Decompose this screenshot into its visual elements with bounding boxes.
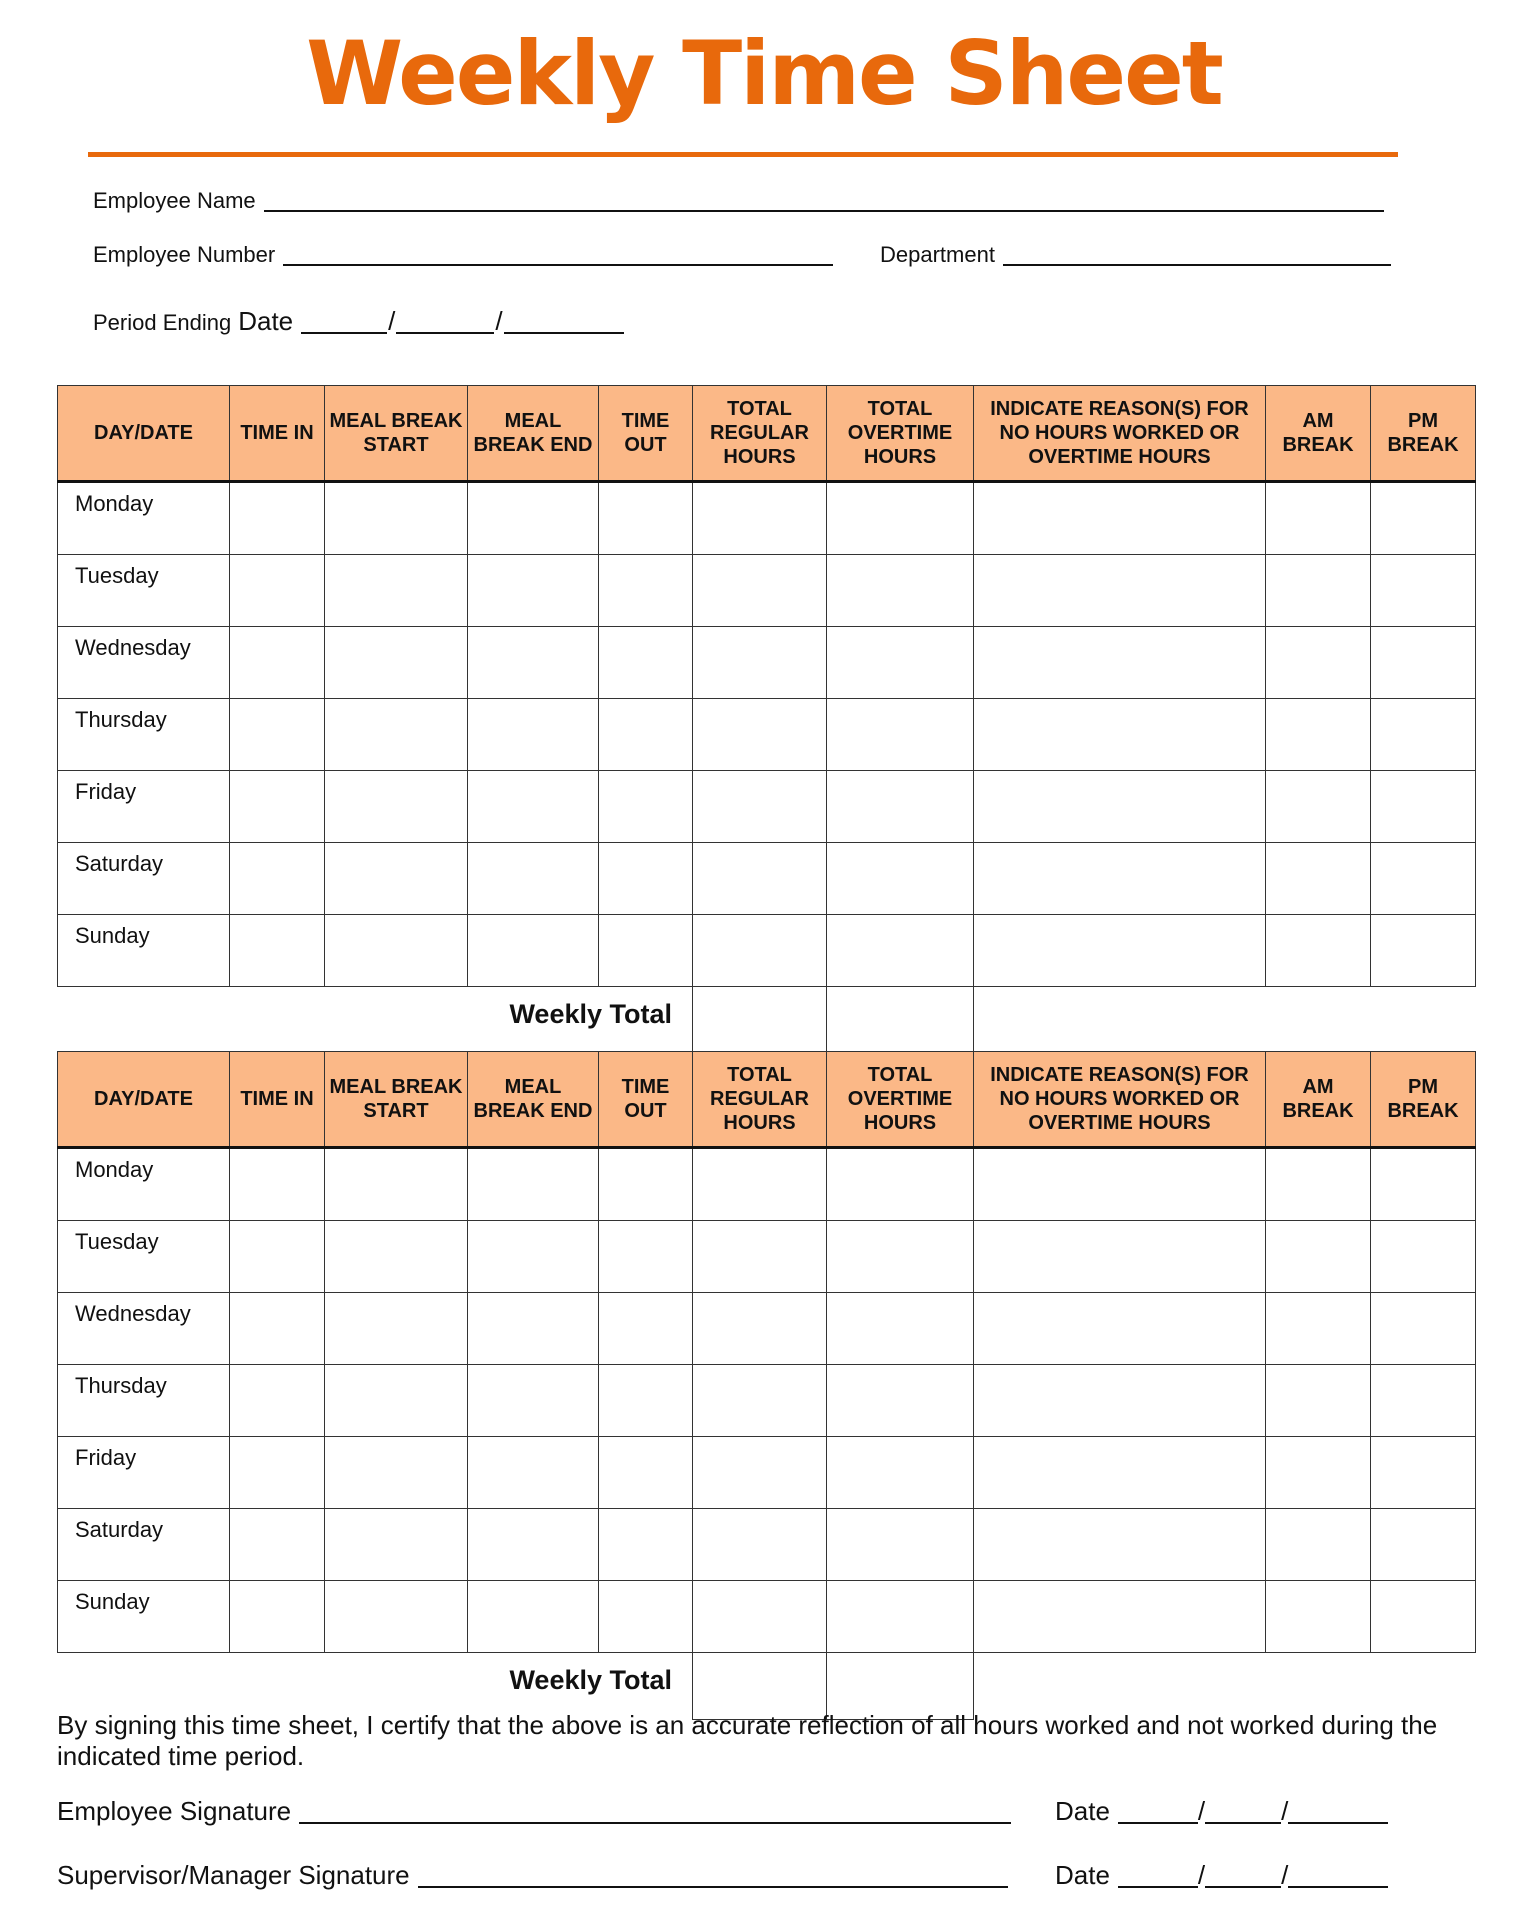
employee-date-label: Date — [1055, 1796, 1110, 1826]
time-in-cell[interactable] — [230, 1148, 325, 1221]
pm-break-cell[interactable] — [1371, 771, 1476, 843]
table-row — [58, 1293, 1476, 1365]
supervisor-signature-row — [57, 1862, 1008, 1888]
total-overtime-hours-cell[interactable] — [827, 1221, 974, 1293]
time-out-cell[interactable] — [599, 1365, 693, 1437]
total-regular-hours-cell[interactable] — [693, 915, 827, 987]
table-row — [58, 915, 1476, 987]
time-in-cell[interactable] — [230, 1293, 325, 1365]
time-out-cell[interactable] — [599, 1581, 693, 1653]
total-overtime-hours-cell[interactable] — [827, 482, 974, 555]
am-break-cell[interactable] — [1266, 1293, 1371, 1365]
total-overtime-hours-cell[interactable] — [827, 627, 974, 699]
am-break-cell[interactable] — [1266, 1437, 1371, 1509]
table-row — [58, 1221, 1476, 1293]
day-label: Monday — [58, 1148, 230, 1221]
am-break-cell[interactable] — [1266, 627, 1371, 699]
pm-break-cell[interactable] — [1371, 915, 1476, 987]
table-row — [58, 1365, 1476, 1437]
column-header-meal-break-start: MEAL BREAK START — [325, 386, 468, 482]
period-ending-row — [93, 308, 624, 334]
total-regular-hours-cell[interactable] — [693, 771, 827, 843]
column-header-total-overtime-hours: TOTAL OVERTIME HOURS — [827, 386, 974, 482]
column-header-reason: INDICATE REASON(S) FOR NO HOURS WORKED OR OVERTIME HOURS — [974, 386, 1266, 482]
am-break-cell[interactable] — [1266, 555, 1371, 627]
total-regular-hours-cell[interactable] — [693, 699, 827, 771]
time-out-cell[interactable] — [599, 1293, 693, 1365]
table-row — [58, 699, 1476, 771]
department-field[interactable] — [1003, 244, 1391, 266]
pm-break-cell[interactable] — [1371, 1581, 1476, 1653]
meal-break-start-cell[interactable] — [325, 699, 468, 771]
supervisor-signature-label: Supervisor/Manager Signature — [57, 1860, 410, 1890]
time-out-cell[interactable] — [599, 627, 693, 699]
time-in-cell[interactable] — [230, 482, 325, 555]
time-out-cell[interactable] — [599, 1437, 693, 1509]
time-out-cell[interactable] — [599, 1509, 693, 1581]
pm-break-cell[interactable] — [1371, 627, 1476, 699]
time-in-cell[interactable] — [230, 1365, 325, 1437]
meal-break-end-cell[interactable] — [468, 1293, 599, 1365]
timesheet-table-week-1 — [57, 385, 1476, 1054]
total-overtime-hours-cell[interactable] — [827, 1293, 974, 1365]
time-in-cell[interactable] — [230, 1581, 325, 1653]
total-regular-hours-cell[interactable] — [693, 1148, 827, 1221]
total-regular-hours-cell[interactable] — [693, 1509, 827, 1581]
employee-date-year-field[interactable] — [1288, 1798, 1388, 1824]
pm-break-cell[interactable] — [1371, 1293, 1476, 1365]
reason-cell[interactable] — [974, 627, 1266, 699]
total-regular-hours-cell[interactable] — [693, 1293, 827, 1365]
day-label: Monday — [58, 482, 230, 555]
date-slash: / — [1197, 1860, 1206, 1890]
page-title: Weekly Time Sheet — [306, 22, 1222, 125]
day-label: Wednesday — [58, 627, 230, 699]
period-month-field[interactable] — [301, 312, 387, 334]
meal-break-start-cell[interactable] — [325, 1437, 468, 1509]
weekly-total-label: Weekly Total — [58, 1653, 693, 1720]
day-label: Wednesday — [58, 1293, 230, 1365]
meal-break-end-cell[interactable] — [468, 771, 599, 843]
total-overtime-hours-cell[interactable] — [827, 699, 974, 771]
day-label: Sunday — [58, 915, 230, 987]
table-row — [58, 843, 1476, 915]
time-in-cell[interactable] — [230, 1221, 325, 1293]
time-in-cell[interactable] — [230, 555, 325, 627]
weekly-total-overtime-hours-cell[interactable] — [827, 987, 974, 1054]
employee-number-field[interactable] — [283, 244, 833, 266]
employee-date-row — [1055, 1798, 1388, 1824]
table-header-row — [58, 386, 1476, 482]
total-regular-hours-cell[interactable] — [693, 627, 827, 699]
table-header-row — [58, 1052, 1476, 1148]
title-divider — [88, 152, 1398, 157]
column-header-total-regular-hours: TOTAL REGULAR HOURS — [693, 386, 827, 482]
meal-break-end-cell[interactable] — [468, 699, 599, 771]
reason-cell[interactable] — [974, 1221, 1266, 1293]
meal-break-start-cell[interactable] — [325, 482, 468, 555]
employee-name-field[interactable] — [264, 190, 1384, 212]
column-header-time-out: TIME OUT — [599, 1052, 693, 1148]
period-ending-label: Period Ending — [93, 310, 232, 335]
day-label: Friday — [58, 1437, 230, 1509]
date-slash: / — [1197, 1796, 1206, 1826]
time-out-cell[interactable] — [599, 915, 693, 987]
meal-break-end-cell[interactable] — [468, 1365, 599, 1437]
date-slash: / — [1281, 1860, 1289, 1890]
pm-break-cell[interactable] — [1371, 699, 1476, 771]
day-label: Tuesday — [58, 1221, 230, 1293]
employee-name-row — [93, 190, 1384, 212]
column-header-meal-break-end: MEAL BREAK END — [468, 1052, 599, 1148]
total-regular-hours-cell[interactable] — [693, 843, 827, 915]
total-regular-hours-cell[interactable] — [693, 1221, 827, 1293]
column-header-time-in: TIME IN — [230, 1052, 325, 1148]
blank-cell — [974, 987, 1476, 1054]
total-regular-hours-cell[interactable] — [693, 1581, 827, 1653]
department-label: Department — [880, 242, 995, 267]
reason-cell[interactable] — [974, 555, 1266, 627]
employee-number-label: Employee Number — [93, 242, 276, 267]
column-header-am-break: AM BREAK — [1266, 386, 1371, 482]
time-out-cell[interactable] — [599, 1221, 693, 1293]
column-header-day-date: DAY/DATE — [58, 386, 230, 482]
total-regular-hours-cell[interactable] — [693, 482, 827, 555]
time-out-cell[interactable] — [599, 1148, 693, 1221]
meal-break-start-cell[interactable] — [325, 627, 468, 699]
table-row — [58, 1509, 1476, 1581]
reason-cell[interactable] — [974, 1509, 1266, 1581]
am-break-cell[interactable] — [1266, 1148, 1371, 1221]
total-overtime-hours-cell[interactable] — [827, 1365, 974, 1437]
period-date-label: Date — [238, 306, 294, 336]
timesheet-table-week-2 — [57, 1051, 1476, 1720]
total-overtime-hours-cell[interactable] — [827, 1509, 974, 1581]
column-header-pm-break: PM BREAK — [1371, 386, 1476, 482]
time-in-cell[interactable] — [230, 699, 325, 771]
meal-break-end-cell[interactable] — [468, 1509, 599, 1581]
am-break-cell[interactable] — [1266, 915, 1371, 987]
reason-cell[interactable] — [974, 1581, 1266, 1653]
meal-break-start-cell[interactable] — [325, 1365, 468, 1437]
total-overtime-hours-cell[interactable] — [827, 1148, 974, 1221]
column-header-total-overtime-hours: TOTAL OVERTIME HOURS — [827, 1052, 974, 1148]
time-out-cell[interactable] — [599, 771, 693, 843]
time-in-cell[interactable] — [230, 843, 325, 915]
day-label: Tuesday — [58, 555, 230, 627]
column-header-reason: INDICATE REASON(S) FOR NO HOURS WORKED OR OVERTIME HOURS — [974, 1052, 1266, 1148]
column-header-time-out: TIME OUT — [599, 386, 693, 482]
table-row — [58, 1148, 1476, 1221]
day-label: Thursday — [58, 1365, 230, 1437]
meal-break-end-cell[interactable] — [468, 1221, 599, 1293]
table-row — [58, 555, 1476, 627]
total-overtime-hours-cell[interactable] — [827, 555, 974, 627]
meal-break-end-cell[interactable] — [468, 1437, 599, 1509]
time-in-cell[interactable] — [230, 1509, 325, 1581]
meal-break-end-cell[interactable] — [468, 482, 599, 555]
reason-cell[interactable] — [974, 915, 1266, 987]
date-slash: / — [1281, 1796, 1289, 1826]
total-overtime-hours-cell[interactable] — [827, 1437, 974, 1509]
column-header-meal-break-end: MEAL BREAK END — [468, 386, 599, 482]
reason-cell[interactable] — [974, 482, 1266, 555]
supervisor-date-day-field[interactable] — [1205, 1862, 1281, 1888]
table-row — [58, 771, 1476, 843]
employee-number-row — [93, 244, 833, 266]
time-out-cell[interactable] — [599, 482, 693, 555]
pm-break-cell[interactable] — [1371, 843, 1476, 915]
day-label: Friday — [58, 771, 230, 843]
table-row — [58, 482, 1476, 555]
employee-signature-label: Employee Signature — [57, 1796, 292, 1826]
meal-break-end-cell[interactable] — [468, 555, 599, 627]
column-header-total-regular-hours: TOTAL REGULAR HOURS — [693, 1052, 827, 1148]
meal-break-end-cell[interactable] — [468, 1148, 599, 1221]
weekly-total-regular-hours-cell[interactable] — [693, 987, 827, 1054]
meal-break-start-cell[interactable] — [325, 1293, 468, 1365]
total-overtime-hours-cell[interactable] — [827, 771, 974, 843]
meal-break-end-cell[interactable] — [468, 915, 599, 987]
meal-break-start-cell[interactable] — [325, 1221, 468, 1293]
time-in-cell[interactable] — [230, 771, 325, 843]
column-header-am-break: AM BREAK — [1266, 1052, 1371, 1148]
total-regular-hours-cell[interactable] — [693, 555, 827, 627]
employee-date-day-field[interactable] — [1205, 1798, 1281, 1824]
reason-cell[interactable] — [974, 771, 1266, 843]
reason-cell[interactable] — [974, 1437, 1266, 1509]
day-label: Thursday — [58, 699, 230, 771]
pm-break-cell[interactable] — [1371, 1437, 1476, 1509]
column-header-day-date: DAY/DATE — [58, 1052, 230, 1148]
pm-break-cell[interactable] — [1371, 1221, 1476, 1293]
period-year-field[interactable] — [504, 312, 624, 334]
day-label: Saturday — [58, 1509, 230, 1581]
pm-break-cell[interactable] — [1371, 555, 1476, 627]
pm-break-cell[interactable] — [1371, 1365, 1476, 1437]
am-break-cell[interactable] — [1266, 1581, 1371, 1653]
employee-date-month-field[interactable] — [1118, 1798, 1198, 1824]
total-overtime-hours-cell[interactable] — [827, 1581, 974, 1653]
total-overtime-hours-cell[interactable] — [827, 843, 974, 915]
am-break-cell[interactable] — [1266, 699, 1371, 771]
reason-cell[interactable] — [974, 699, 1266, 771]
reason-cell[interactable] — [974, 843, 1266, 915]
am-break-cell[interactable] — [1266, 771, 1371, 843]
table-row — [58, 1581, 1476, 1653]
employee-signature-field[interactable] — [299, 1798, 1011, 1824]
meal-break-end-cell[interactable] — [468, 843, 599, 915]
date-slash: / — [388, 306, 396, 336]
am-break-cell[interactable] — [1266, 482, 1371, 555]
am-break-cell[interactable] — [1266, 1365, 1371, 1437]
time-out-cell[interactable] — [599, 699, 693, 771]
employee-signature-row — [57, 1798, 1011, 1824]
day-label: Saturday — [58, 843, 230, 915]
pm-break-cell[interactable] — [1371, 1509, 1476, 1581]
weekly-total-row — [58, 987, 1476, 1054]
certification-text: By signing this time sheet, I certify that the above is an accurate reflection of all hours worked and not worked during the indicated time period. — [57, 1710, 1438, 1771]
date-slash: / — [495, 306, 503, 336]
supervisor-date-row — [1055, 1862, 1388, 1888]
am-break-cell[interactable] — [1266, 1509, 1371, 1581]
time-out-cell[interactable] — [599, 843, 693, 915]
table-row — [58, 1437, 1476, 1509]
supervisor-date-month-field[interactable] — [1118, 1862, 1198, 1888]
weekly-total-label: Weekly Total — [58, 987, 693, 1054]
time-in-cell[interactable] — [230, 915, 325, 987]
day-label: Sunday — [58, 1581, 230, 1653]
meal-break-start-cell[interactable] — [325, 843, 468, 915]
meal-break-start-cell[interactable] — [325, 1581, 468, 1653]
am-break-cell[interactable] — [1266, 843, 1371, 915]
meal-break-start-cell[interactable] — [325, 771, 468, 843]
meal-break-start-cell[interactable] — [325, 1509, 468, 1581]
column-header-pm-break: PM BREAK — [1371, 1052, 1476, 1148]
time-out-cell[interactable] — [599, 555, 693, 627]
department-row — [880, 244, 1391, 266]
time-in-cell[interactable] — [230, 627, 325, 699]
supervisor-signature-field[interactable] — [418, 1862, 1008, 1888]
reason-cell[interactable] — [974, 1148, 1266, 1221]
meal-break-end-cell[interactable] — [468, 627, 599, 699]
time-in-cell[interactable] — [230, 1437, 325, 1509]
am-break-cell[interactable] — [1266, 1221, 1371, 1293]
total-regular-hours-cell[interactable] — [693, 1437, 827, 1509]
meal-break-start-cell[interactable] — [325, 915, 468, 987]
period-day-field[interactable] — [396, 312, 494, 334]
pm-break-cell[interactable] — [1371, 482, 1476, 555]
meal-break-end-cell[interactable] — [468, 1581, 599, 1653]
column-header-time-in: TIME IN — [230, 386, 325, 482]
column-header-meal-break-start: MEAL BREAK START — [325, 1052, 468, 1148]
meal-break-start-cell[interactable] — [325, 1148, 468, 1221]
table-row — [58, 627, 1476, 699]
supervisor-date-year-field[interactable] — [1288, 1862, 1388, 1888]
meal-break-start-cell[interactable] — [325, 555, 468, 627]
reason-cell[interactable] — [974, 1365, 1266, 1437]
total-overtime-hours-cell[interactable] — [827, 915, 974, 987]
supervisor-date-label: Date — [1055, 1860, 1110, 1890]
pm-break-cell[interactable] — [1371, 1148, 1476, 1221]
reason-cell[interactable] — [974, 1293, 1266, 1365]
employee-name-label: Employee Name — [93, 188, 256, 213]
total-regular-hours-cell[interactable] — [693, 1365, 827, 1437]
